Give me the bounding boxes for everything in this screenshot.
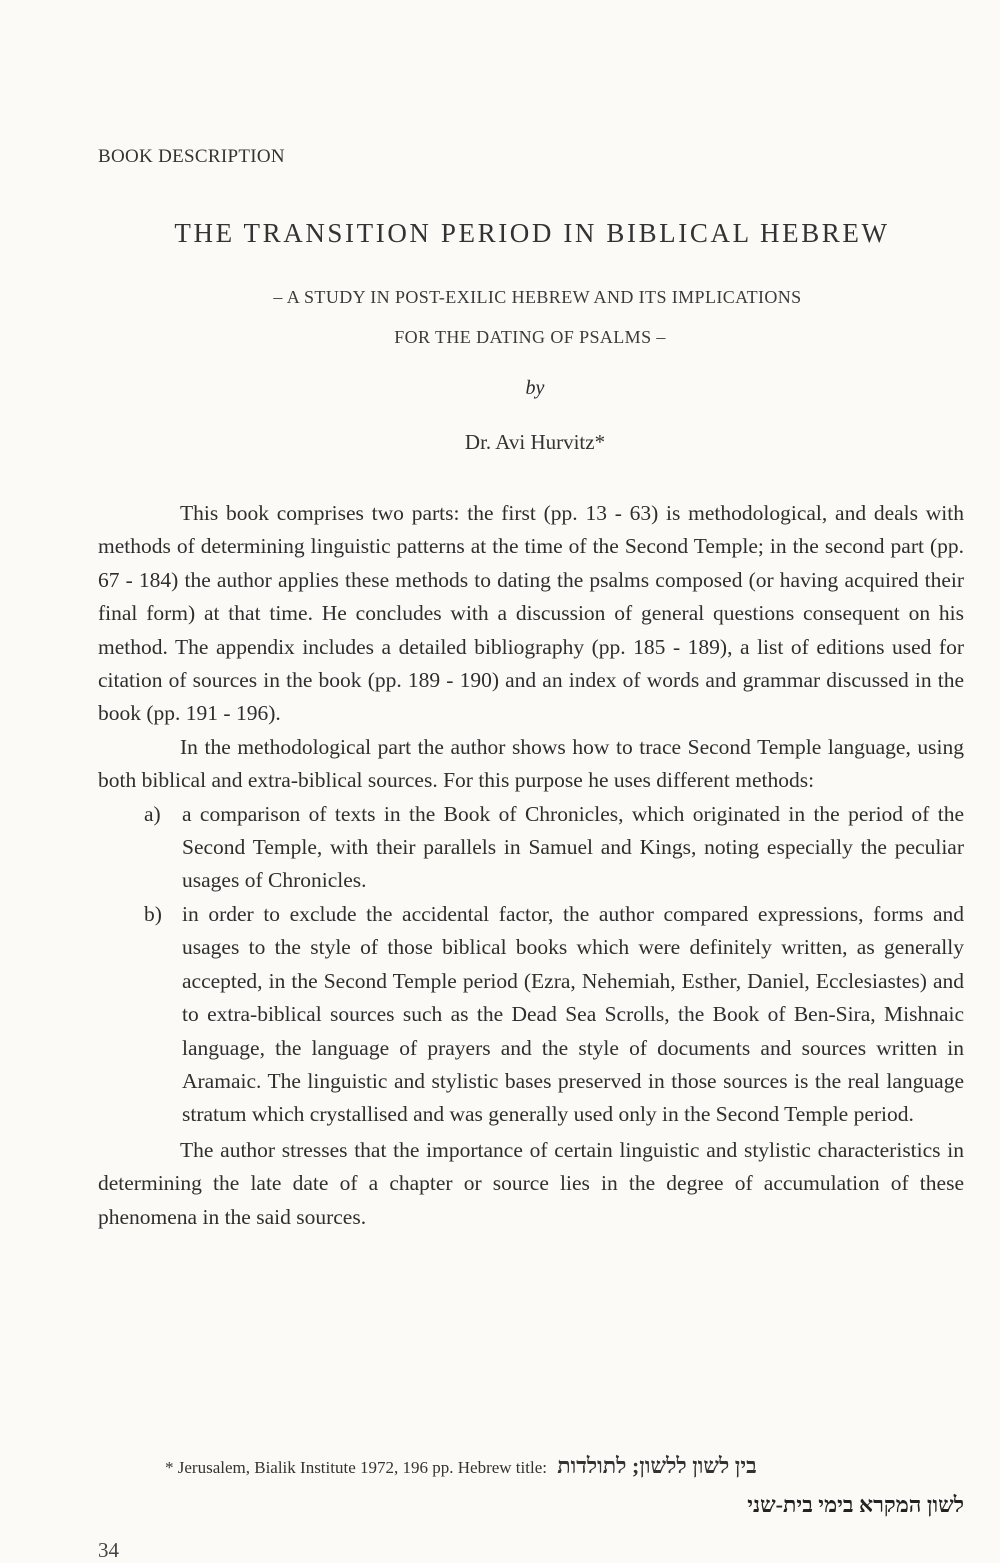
section-label: BOOK DESCRIPTION (98, 146, 285, 167)
book-title: THE TRANSITION PERIOD IN BIBLICAL HEBREW (174, 218, 890, 248)
subtitle-line-1: – A STUDY IN POST-EXILIC HEBREW AND ITS IMPLICATIONS (273, 287, 802, 307)
paragraph-intro: This book comprises two parts: the first (pp. 13 - 63) is methodological, and deals with methods of determining linguistic patterns at the time of the Second Temple; in the second part (pp. 67 - 184) the author applies these methods to dating the psalms composed (or having acquired their final form) at that time. He concludes with a discussion of general questions consequent on his method. The appendix includes a detailed bibliography (pp. 185 - 189), a list of editions used for citation of sources in the book (pp. 189 - 190) and an index of words and grammar discussed in the book (pp. 191 - 196). (98, 501, 964, 726)
list-marker-a: a) (144, 801, 161, 826)
subtitle-line-2: FOR THE DATING OF PSALMS – (394, 327, 666, 347)
hebrew-title-line-1: בין לשון ללשון; לתולדות (557, 1453, 757, 1478)
list-item-text: in order to exclude the accidental factor, the author compared expressions, forms and usages to the style of those biblical books which were definitely written, as generally accepted, in the Second Temple period (Ezra, Nehemiah, Esther, Daniel, Ecclesiastes) and to extra-biblical sources such as the Dead Sea Scrolls, the Book of Ben-Sira, Mishnaic language, the language of prayers and the style of documents and sources written in Aramaic. The linguistic and stylistic bases preserved in those sources is the real language stratum which crystallised and was generally used only in the Second Temple period. (182, 901, 964, 1127)
paragraph-closing: The author stresses that the importance of certain linguistic and stylistic characteristics in determining the late date of a chapter or source lies in the degree of accumulation of these phenomena in the said sources. (98, 1137, 964, 1229)
list-item-text: a comparison of texts in the Book of Chronicles, which originated in the period of the Second Temple, with their parallels in Samuel and Kings, noting especially the peculiar usages of Chronicles. (182, 801, 964, 893)
page-number: 34 (98, 1538, 119, 1562)
list-marker-b: b) (144, 901, 162, 926)
body-text (98, 497, 964, 1234)
footnote (165, 1453, 965, 1479)
footnote-text: * Jerusalem, Bialik Institute 1972, 196 pp. Hebrew title: (165, 1458, 547, 1477)
author-name: Dr. Avi Hurvitz* (464, 430, 606, 454)
list-item (98, 798, 964, 898)
methods-list (98, 798, 964, 1132)
by-line: by (525, 377, 545, 399)
list-item (98, 898, 964, 1132)
hebrew-title-line-2: לשון המקרא בימי בית-שני (747, 1492, 964, 1517)
paragraph-methodology: In the methodological part the author shows how to trace Second Temple language, using both biblical and extra-biblical sources. For this purpose he uses different methods: (98, 734, 964, 793)
